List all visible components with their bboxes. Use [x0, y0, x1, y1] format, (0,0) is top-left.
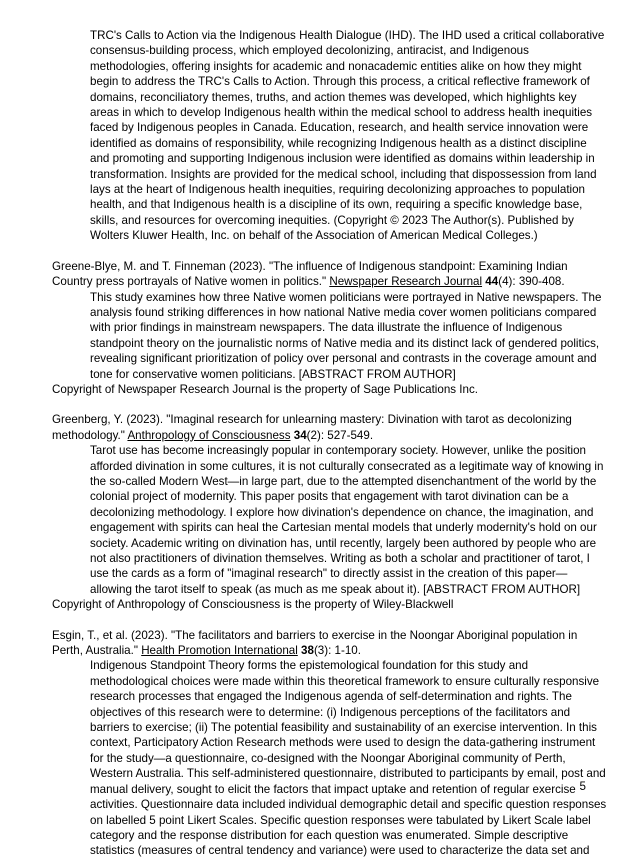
citation-text: Esgin, T., et al. (2023). "The facilitators and barriers to exercise in the Noongar Aboriginal population in Perth, Australia.": [52, 628, 578, 658]
citation: [52, 412, 608, 443]
document-page: [52, 28, 608, 859]
volume-number: 44: [485, 275, 499, 289]
journal-link[interactable]: Health Promotion International: [141, 644, 298, 658]
abstract-text: Indigenous Standpoint Theory forms the epistemological foundation for this study and methodological choices were made within this theoretical framework to ensure culturally responsive research processes that engaged the Indigenous agenda of self-determination and rights. The objectives of this research were to determine: (i) Indigenous perceptions of the facilitators and barriers to exercise; (ii) The potential feasibility and sustainability of an exercise intervention. In this context, Participatory Action Research methods were used to design the data-gathering instrument for the study—a questionnaire, co-designed with the Noongar Aboriginal community of Perth, Western Australia. This self-administered questionnaire, distributed to participants by email, post and manual delivery, sought to elicit the factors that impact uptake and retention of regular exercise activities. Questionnaire data included individual demographic detail and specific question responses on labelled 5 point Likert Scales. Specific question responses were tabulated by Likert Scale label category and the response distribution for each question was enumerated. Simple descriptive statistics (measures of central tendency and variance) were used to characterize the data set and: [90, 659, 607, 858]
bibliography-entry: [52, 628, 608, 859]
bibliography-entry: [52, 412, 608, 612]
issue-pages: (4): 390-408.: [498, 275, 565, 289]
citation-text: Greenberg, Y. (2023). "Imaginal research for unlearning mastery: Divination with tarot as decolonizing methodology.": [52, 413, 572, 442]
page-number: 5: [579, 780, 586, 793]
copyright-notice: Copyright of Anthropology of Consciousness is the property of Wiley-Blackwell: [52, 598, 454, 612]
citation: [52, 259, 608, 290]
bibliography-entry: [52, 259, 608, 398]
issue-pages: (2): 527-549.: [306, 428, 374, 442]
volume-number: 34: [293, 428, 307, 442]
abstract-text: This study examines how three Native women politicians were portrayed in Native newspapers. The analysis found striking differences in how national Native media cover women politicians compared with prior findings in mainstream newspapers. The data illustrate the influence of Indigenous standpoint theory on the journalistic norms of Native media and its distinct lack of gendered politics, revealing significant prioritization of policy over personal and contrasts in the coverage amount and tone for conservative women politicians. [ABSTRACT FROM AUTHOR]: [90, 290, 602, 381]
copyright-notice: Copyright of Newspaper Research Journal is the property of Sage Publications Inc.: [52, 382, 478, 396]
volume-number: 38: [301, 644, 314, 658]
journal-link[interactable]: Anthropology of Consciousness: [127, 428, 291, 442]
abstract-text: Tarot use has become increasingly popular in contemporary society. However, unlike the position afforded divination in some cultures, it is not culturally consecrated as a legitimate way of knowing in the so-called Modern West—in large part, due to the attempted disenchantment of the world by the colonial project of modernity. This paper posits that engagement with tarot divination can be a decolonizing methodology. I explore how divination's dependence on chance, the imagination, and engagement with spirits can heal the Cartesian mental models that underly modernity's hold on our society. Academic writing on divination has, until recently, largely been authored by people who are not also practitioners of divination themselves. Writing as both a scholar and practitioner of tarot, I use the cards as a form of "imaginal research" to directly assist in the creation of this paper—allowing the tarot itself to speak (as much as me speak about it). [ABSTRACT FROM AUTHOR]: [90, 444, 604, 596]
journal-link[interactable]: Newspaper Research Journal: [329, 275, 483, 289]
issue-pages: (3): 1-10.: [313, 644, 361, 658]
citation-text: Greene-Blye, M. and T. Finneman (2023). "The influence of Indigenous standpoint: Examining Indian Country press portrayals of Native women in politics.": [52, 259, 568, 289]
citation: [52, 628, 608, 659]
abstract-text: TRC's Calls to Action via the Indigenous Health Dialogue (IHD). The IHD used a critical collaborative consensus-building process, which employed decolonizing, antiracist, and Indigenous methodologies, offering insights for academic and nonacademic entities alike on how they might begin to address the TRC's Calls to Action. Through this process, a critical reflective framework of domains, reconciliatory themes, truths, and action themes was developed, which highlights key areas in which to develop Indigenous health within the medical school to address health inequities faced by Indigenous peoples in Canada. Education, research, and health service innovation were identified as domains of responsibility, while recognizing Indigenous health as a distinct discipline and promoting and supporting Indigenous inclusion were identified as domains within leadership in transformation. Insights are provided for the medical school, including that dispossession from land lays at the heart of Indigenous health inequities, requiring decolonizing approaches to population health, and that Indigenous health is a discipline of its own, requiring a specific knowledge base, skills, and resources for overcoming inequities. (Copyright © 2023 The Author(s). Published by Wolters Kluwer Health, Inc. on behalf of the Association of American Medical Colleges.): [90, 29, 605, 243]
